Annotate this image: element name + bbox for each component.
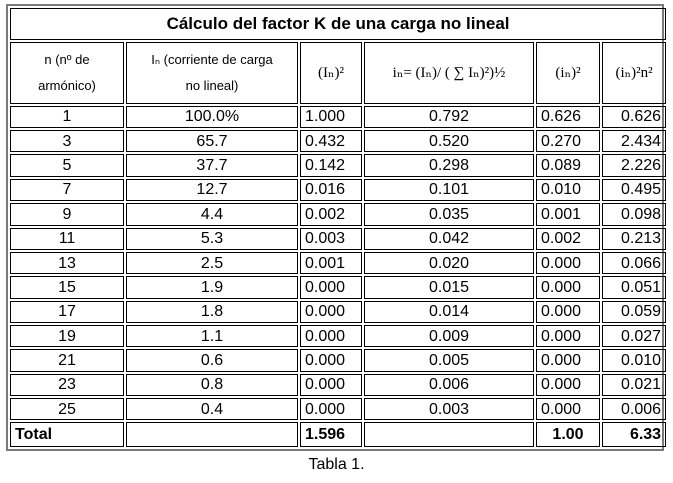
cell-harmonic: 5 [10, 154, 124, 176]
total-label: Total [10, 422, 124, 447]
total-In-squared: 1.596 [300, 422, 362, 447]
total-in-squared: 1.00 [536, 422, 600, 447]
table-caption: Tabla 1. [308, 456, 365, 473]
cell-in-squared: 0.000 [536, 349, 600, 371]
cell-in: 0.015 [364, 276, 534, 298]
k-factor-table [8, 6, 668, 449]
cell-In-squared: 0.142 [300, 154, 362, 176]
header-load-current-line2: no lineal) [185, 77, 239, 93]
header-harmonic-number-line1: n (nº de [44, 51, 90, 67]
table-row [10, 228, 666, 250]
cell-load-current: 4.4 [126, 203, 298, 225]
cell-harmonic: 19 [10, 325, 124, 347]
cell-in-squared: 0.010 [536, 179, 600, 201]
cell-harmonic: 11 [10, 228, 124, 250]
cell-in: 0.101 [364, 179, 534, 201]
cell-in-squared-n-squared: 0.059 [602, 301, 666, 323]
cell-in-squared-n-squared: 0.006 [602, 398, 666, 420]
cell-In-squared: 0.000 [300, 325, 362, 347]
cell-in: 0.035 [364, 203, 534, 225]
total-k-factor: 6.33 [602, 422, 666, 447]
cell-in-squared-n-squared: 0.626 [602, 106, 666, 128]
table-row [10, 398, 666, 420]
cell-harmonic: 3 [10, 130, 124, 152]
header-in-squared: (iₙ)² [536, 42, 600, 104]
cell-load-current: 37.7 [126, 154, 298, 176]
cell-in: 0.042 [364, 228, 534, 250]
table-row [10, 276, 666, 298]
cell-load-current: 0.6 [126, 349, 298, 371]
table-row [10, 154, 666, 176]
header-load-current-line1: Iₙ (corriente de carga [151, 51, 273, 67]
cell-in-squared: 0.000 [536, 325, 600, 347]
cell-in-squared-n-squared: 0.021 [602, 374, 666, 396]
cell-in-squared: 0.000 [536, 374, 600, 396]
cell-in: 0.005 [364, 349, 534, 371]
header-harmonic-number [10, 42, 124, 104]
cell-In-squared: 0.002 [300, 203, 362, 225]
cell-harmonic: 25 [10, 398, 124, 420]
cell-In-squared: 0.000 [300, 374, 362, 396]
cell-harmonic: 23 [10, 374, 124, 396]
table-row [10, 203, 666, 225]
cell-load-current: 12.7 [126, 179, 298, 201]
total-row [10, 422, 666, 447]
table-row [10, 374, 666, 396]
header-load-current [126, 42, 298, 104]
cell-in-squared-n-squared: 0.098 [602, 203, 666, 225]
cell-in-squared-n-squared: 2.434 [602, 130, 666, 152]
cell-In-squared: 0.000 [300, 301, 362, 323]
cell-in-squared: 0.626 [536, 106, 600, 128]
cell-in-squared-n-squared: 0.010 [602, 349, 666, 371]
cell-In-squared: 0.432 [300, 130, 362, 152]
cell-harmonic: 15 [10, 276, 124, 298]
table-row [10, 252, 666, 274]
k-factor-table-frame [6, 4, 664, 451]
cell-in: 0.006 [364, 374, 534, 396]
cell-in-squared-n-squared: 2.226 [602, 154, 666, 176]
cell-load-current: 1.8 [126, 301, 298, 323]
cell-in-squared: 0.001 [536, 203, 600, 225]
cell-In-squared: 0.000 [300, 349, 362, 371]
cell-In-squared: 0.016 [300, 179, 362, 201]
table-title: Cálculo del factor K de una carga no lineal [10, 8, 666, 40]
cell-in-squared-n-squared: 0.213 [602, 228, 666, 250]
cell-in-squared-n-squared: 0.027 [602, 325, 666, 347]
cell-in-squared: 0.000 [536, 398, 600, 420]
cell-in-squared-n-squared: 0.066 [602, 252, 666, 274]
cell-in-squared: 0.000 [536, 276, 600, 298]
cell-in: 0.020 [364, 252, 534, 274]
table-row [10, 349, 666, 371]
cell-in: 0.009 [364, 325, 534, 347]
cell-load-current: 100.0% [126, 106, 298, 128]
cell-in-squared: 0.002 [536, 228, 600, 250]
cell-in-squared: 0.089 [536, 154, 600, 176]
cell-In-squared: 1.000 [300, 106, 362, 128]
cell-harmonic: 9 [10, 203, 124, 225]
cell-in-squared: 0.270 [536, 130, 600, 152]
cell-in: 0.520 [364, 130, 534, 152]
cell-in-squared: 0.000 [536, 252, 600, 274]
cell-in-squared: 0.000 [536, 301, 600, 323]
cell-load-current: 0.4 [126, 398, 298, 420]
cell-load-current: 5.3 [126, 228, 298, 250]
cell-in: 0.014 [364, 301, 534, 323]
header-harmonic-number-line2: armónico) [38, 77, 96, 93]
cell-in-squared-n-squared: 0.495 [602, 179, 666, 201]
cell-harmonic: 17 [10, 301, 124, 323]
cell-load-current: 65.7 [126, 130, 298, 152]
cell-harmonic: 7 [10, 179, 124, 201]
cell-load-current: 1.9 [126, 276, 298, 298]
table-row [10, 325, 666, 347]
cell-In-squared: 0.000 [300, 398, 362, 420]
cell-In-squared: 0.003 [300, 228, 362, 250]
cell-harmonic: 21 [10, 349, 124, 371]
table-row [10, 301, 666, 323]
cell-In-squared: 0.001 [300, 252, 362, 274]
header-In-squared: (Iₙ)² [300, 42, 362, 104]
cell-harmonic: 13 [10, 252, 124, 274]
cell-load-current: 1.1 [126, 325, 298, 347]
cell-in-squared-n-squared: 0.051 [602, 276, 666, 298]
table-row [10, 130, 666, 152]
table-row [10, 179, 666, 201]
cell-In-squared: 0.000 [300, 276, 362, 298]
header-in-formula: iₙ= (Iₙ)/ ( ∑ Iₙ)²)½ [364, 42, 534, 104]
total-empty-cell [126, 422, 298, 447]
cell-in: 0.792 [364, 106, 534, 128]
header-in-squared-n-squared: (iₙ)²n² [602, 42, 666, 104]
table-row [10, 106, 666, 128]
cell-load-current: 2.5 [126, 252, 298, 274]
cell-harmonic: 1 [10, 106, 124, 128]
cell-in: 0.003 [364, 398, 534, 420]
cell-load-current: 0.8 [126, 374, 298, 396]
total-empty-cell [364, 422, 534, 447]
cell-in: 0.298 [364, 154, 534, 176]
